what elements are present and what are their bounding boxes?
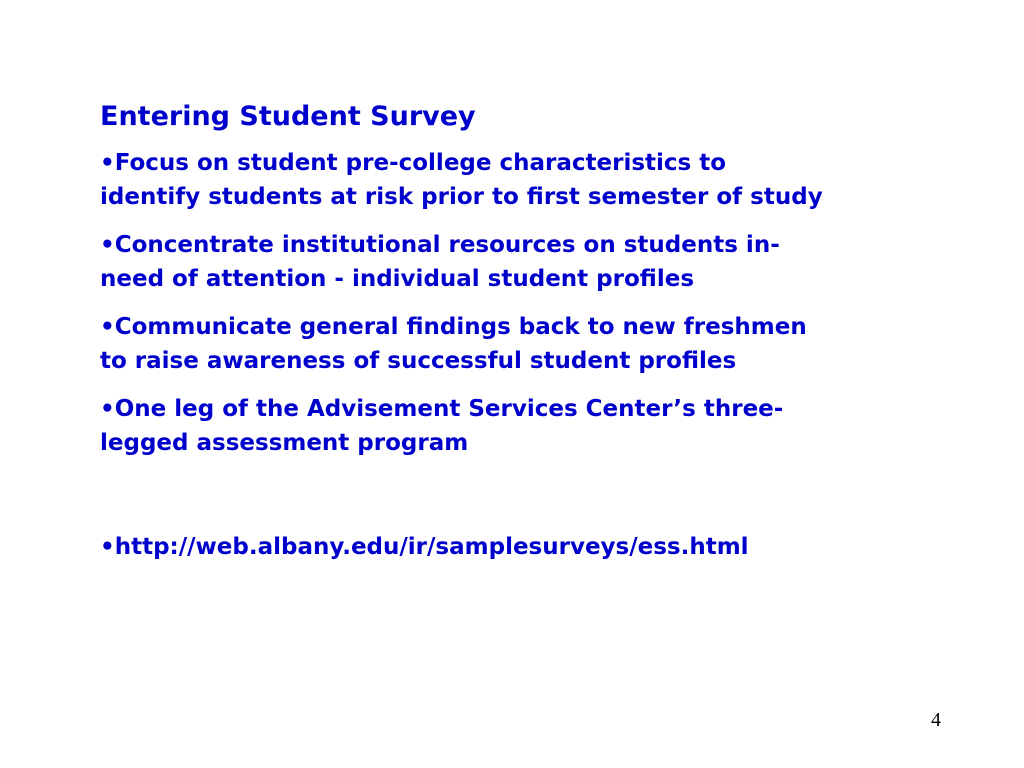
bullet-item-focus: •Focus on student pre-college characteristics to identify students at risk prior to first semester of study [100, 150, 823, 210]
slide-title: Entering Student Survey [100, 101, 476, 132]
bullet-item-link [100, 530, 825, 564]
bullet-item-concentrate: •Concentrate institutional resources on students in-need of attention - individual student profiles [100, 232, 780, 292]
bullet-item-one-leg: •One leg of the Advisement Services Center’s three-legged assessment program [100, 396, 784, 456]
page-number: 4 [931, 709, 941, 731]
slide-content [100, 100, 825, 578]
survey-link[interactable]: http://web.albany.edu/ir/samplesurveys/ess.html [114, 534, 749, 560]
bullet-item-communicate: •Communicate general findings back to new freshmen to raise awareness of successful student profiles [100, 314, 807, 374]
bullet-marker: • [100, 534, 115, 560]
